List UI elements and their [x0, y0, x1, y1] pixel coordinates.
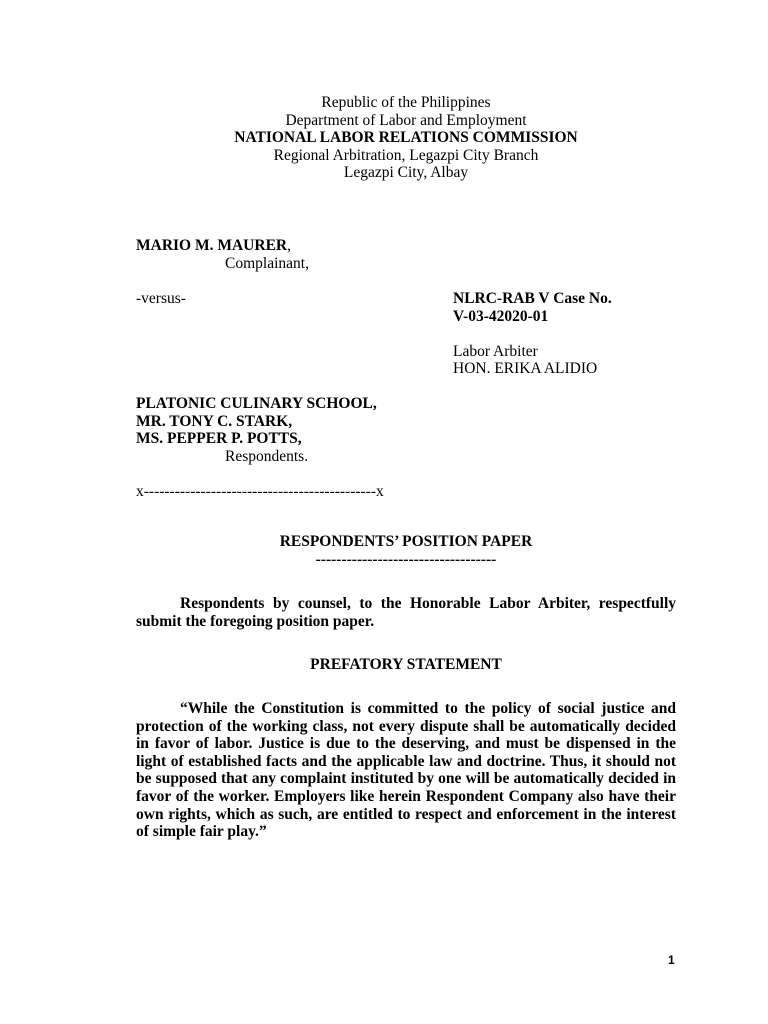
respondent-potts: MS. PEPPER P. POTTS,: [136, 430, 302, 447]
arbiter-label: Labor Arbiter: [453, 343, 538, 360]
intro-paragraph: [136, 595, 676, 630]
respondents-role: Respondents.: [225, 448, 309, 465]
complainant-role: Complainant,: [225, 255, 309, 272]
title-rule: -----------------------------------: [315, 551, 497, 568]
versus-label: -versus-: [136, 290, 186, 307]
document-title: RESPONDENTS’ POSITION PAPER: [279, 533, 533, 550]
header-republic: Republic of the Philippines: [321, 94, 491, 111]
header-branch: Regional Arbitration, Legazpi City Branch: [273, 146, 539, 164]
caption-separator: x---------------------------------------------x: [136, 483, 384, 500]
arbiter-name: HON. ERIKA ALIDIO: [453, 360, 598, 377]
intro-text: Respondents by counsel, to the Honorable Labor Arbiter, respectfully submit the foregoing position paper.: [136, 595, 676, 630]
page-number: 1: [668, 953, 675, 967]
section-heading: PREFATORY STATEMENT: [310, 656, 502, 673]
header-department: Department of Labor and Employment: [285, 111, 527, 129]
header-location: Legazpi City, Albay: [343, 164, 469, 182]
quote-text: “While the Constitution is committed to the policy of social justice and protection of the working class, not every dispute shall be automatically decided in favor of labor. Justice is due to the deserving, and must be dispensed in the light of established facts and the applicable law and doctrine. Thus, it should not be supposed that any complaint instituted by one will be automatically decided in favor of the worker. Employers like herein Respondent Company also have their own rights, which as such, are entitled to respect and enforcement in the interest of simple fair play.”: [136, 700, 676, 841]
complainant-line: [136, 237, 291, 255]
respondent-stark: MR. TONY C. STARK,: [136, 413, 293, 430]
respondent-school: PLATONIC CULINARY SCHOOL,: [136, 395, 377, 412]
case-number: V-03-42020-01: [453, 308, 549, 325]
complainant-name: MARIO M. MAURER: [136, 237, 288, 254]
quote-paragraph: [136, 700, 676, 841]
header-commission: NATIONAL LABOR RELATIONS COMMISSION: [234, 129, 578, 147]
complainant-comma: ,: [287, 237, 291, 254]
court-header: [0, 94, 768, 182]
case-number-label: NLRC-RAB V Case No.: [453, 290, 612, 307]
